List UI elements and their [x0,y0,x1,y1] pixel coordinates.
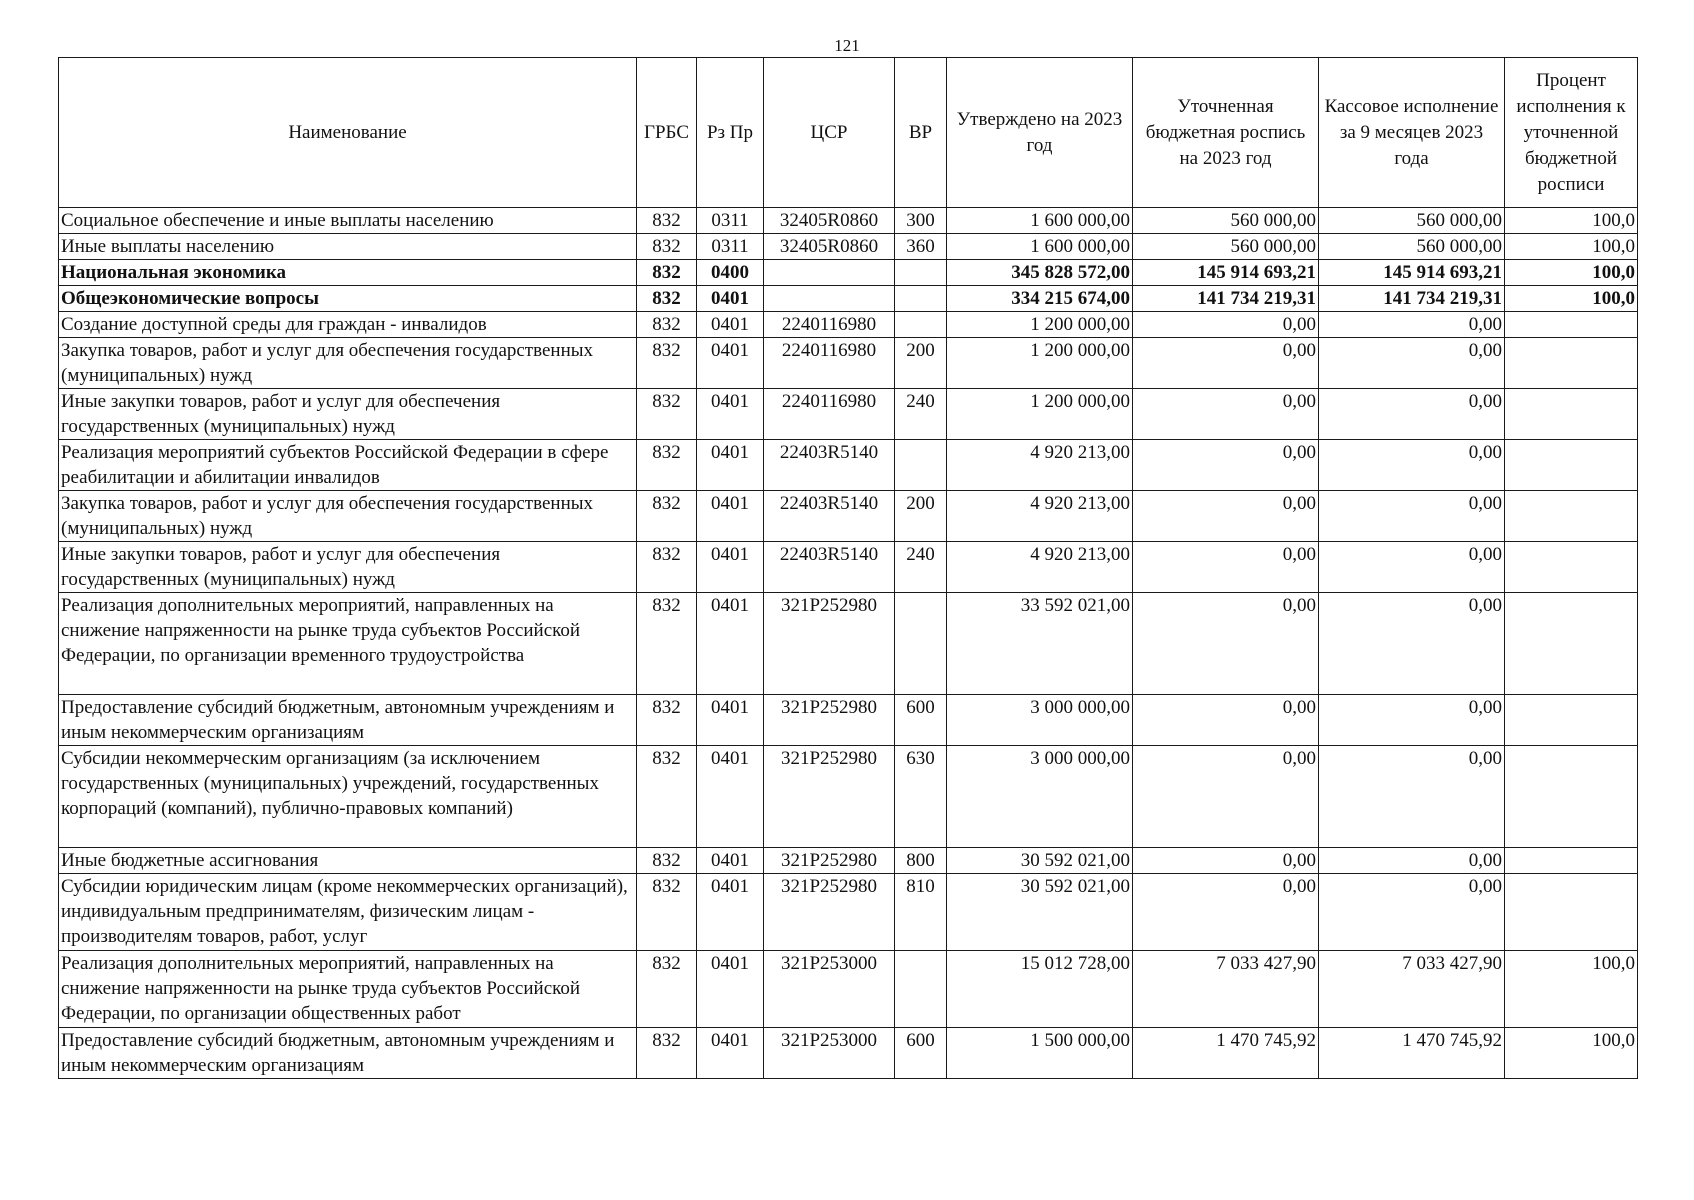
row-rzpr: 0401 [697,1028,764,1079]
row-refined: 0,00 [1133,874,1319,951]
table-row-section [59,286,1638,312]
row-percent [1505,338,1638,389]
row-cash: 0,00 [1319,312,1505,338]
row-approved: 3 000 000,00 [947,746,1133,848]
table-row [59,389,1638,440]
row-approved: 3 000 000,00 [947,695,1133,746]
header-rzpr: Рз Пр [697,58,764,208]
row-approved: 1 600 000,00 [947,234,1133,260]
row-csr: 321P252980 [764,746,895,848]
row-refined: 0,00 [1133,593,1319,695]
row-percent [1505,440,1638,491]
row-cash: 560 000,00 [1319,234,1505,260]
row-csr: 321P252980 [764,695,895,746]
row-percent [1505,593,1638,695]
row-grbs: 832 [637,874,697,951]
row-vr: 300 [895,208,947,234]
row-grbs: 832 [637,286,697,312]
row-vr: 600 [895,1028,947,1079]
table-row-section [59,260,1638,286]
page-number: 121 [834,36,860,55]
row-grbs: 832 [637,208,697,234]
row-approved: 1 600 000,00 [947,208,1133,234]
row-csr: 2240116980 [764,312,895,338]
row-cash: 145 914 693,21 [1319,260,1505,286]
row-grbs: 832 [637,389,697,440]
row-refined: 0,00 [1133,542,1319,593]
row-refined: 0,00 [1133,338,1319,389]
row-approved: 1 200 000,00 [947,312,1133,338]
row-csr: 2240116980 [764,389,895,440]
row-csr: 22403R5140 [764,542,895,593]
row-approved: 4 920 213,00 [947,542,1133,593]
row-name: Иные выплаты населению [59,234,637,260]
row-name: Субсидии некоммерческим организациям (за исключением государственных (муниципальных) учреждений, государственных корпораций (компаний), публично-правовых компаний) [59,746,637,848]
table-row [59,440,1638,491]
row-csr: 32405R0860 [764,234,895,260]
row-percent [1505,312,1638,338]
row-name: Национальная экономика [59,260,637,286]
row-approved: 4 920 213,00 [947,440,1133,491]
row-grbs: 832 [637,951,697,1028]
table-row [59,208,1638,234]
row-name: Закупка товаров, работ и услуг для обеспечения государственных (муниципальных) нужд [59,491,637,542]
table-row [59,874,1638,951]
row-csr: 321P252980 [764,874,895,951]
table-row [59,312,1638,338]
row-percent [1505,874,1638,951]
table-row [59,695,1638,746]
row-vr [895,440,947,491]
row-vr [895,312,947,338]
row-rzpr: 0311 [697,234,764,260]
row-approved: 15 012 728,00 [947,951,1133,1028]
row-cash: 7 033 427,90 [1319,951,1505,1028]
row-grbs: 832 [637,234,697,260]
row-cash: 1 470 745,92 [1319,1028,1505,1079]
row-rzpr: 0401 [697,874,764,951]
table-row [59,848,1638,874]
table-row [59,491,1638,542]
table-row [59,542,1638,593]
row-csr: 321P252980 [764,848,895,874]
row-cash: 0,00 [1319,491,1505,542]
row-name: Социальное обеспечение и иные выплаты населению [59,208,637,234]
row-csr: 22403R5140 [764,491,895,542]
row-vr: 630 [895,746,947,848]
row-name: Иные закупки товаров, работ и услуг для обеспечения государственных (муниципальных) нужд [59,542,637,593]
row-grbs: 832 [637,440,697,491]
table-row [59,338,1638,389]
row-cash: 0,00 [1319,874,1505,951]
row-grbs: 832 [637,338,697,389]
row-refined: 141 734 219,31 [1133,286,1319,312]
row-grbs: 832 [637,746,697,848]
row-approved: 334 215 674,00 [947,286,1133,312]
row-cash: 0,00 [1319,848,1505,874]
row-cash: 141 734 219,31 [1319,286,1505,312]
row-percent: 100,0 [1505,286,1638,312]
header-name: Наименование [59,58,637,208]
row-grbs: 832 [637,542,697,593]
row-approved: 30 592 021,00 [947,874,1133,951]
row-rzpr: 0401 [697,312,764,338]
row-name: Закупка товаров, работ и услуг для обеспечения государственных (муниципальных) нужд [59,338,637,389]
row-vr: 200 [895,491,947,542]
row-name: Создание доступной среды для граждан - инвалидов [59,312,637,338]
row-vr [895,260,947,286]
row-rzpr: 0401 [697,389,764,440]
header-row [59,58,1638,208]
table-row [59,951,1638,1028]
row-refined: 0,00 [1133,695,1319,746]
row-percent: 100,0 [1505,208,1638,234]
row-approved: 345 828 572,00 [947,260,1133,286]
row-grbs: 832 [637,312,697,338]
header-vr: ВР [895,58,947,208]
row-refined: 7 033 427,90 [1133,951,1319,1028]
row-rzpr: 0401 [697,593,764,695]
row-approved: 30 592 021,00 [947,848,1133,874]
row-percent: 100,0 [1505,1028,1638,1079]
row-grbs: 832 [637,491,697,542]
row-rzpr: 0401 [697,440,764,491]
row-refined: 0,00 [1133,312,1319,338]
row-cash: 0,00 [1319,746,1505,848]
row-cash: 0,00 [1319,440,1505,491]
table-row [59,234,1638,260]
header-approved: Утверждено на 2023 год [947,58,1133,208]
row-refined: 0,00 [1133,848,1319,874]
header-csr: ЦСР [764,58,895,208]
row-vr: 800 [895,848,947,874]
row-cash: 0,00 [1319,542,1505,593]
row-rzpr: 0401 [697,338,764,389]
row-rzpr: 0401 [697,491,764,542]
row-rzpr: 0401 [697,951,764,1028]
row-name: Предоставление субсидий бюджетным, автономным учреждениям и иным некоммерческим организациям [59,695,637,746]
header-refined: Уточненная бюджетная роспись на 2023 год [1133,58,1319,208]
budget-execution-table [58,57,1638,1079]
row-csr: 2240116980 [764,338,895,389]
row-approved: 1 200 000,00 [947,338,1133,389]
row-grbs: 832 [637,260,697,286]
row-grbs: 832 [637,848,697,874]
row-refined: 0,00 [1133,746,1319,848]
row-refined: 0,00 [1133,491,1319,542]
row-percent [1505,746,1638,848]
row-vr: 240 [895,542,947,593]
row-rzpr: 0401 [697,286,764,312]
row-vr [895,286,947,312]
row-vr: 360 [895,234,947,260]
row-refined: 0,00 [1133,389,1319,440]
row-csr: 22403R5140 [764,440,895,491]
row-vr [895,951,947,1028]
row-refined: 560 000,00 [1133,208,1319,234]
row-csr: 321P253000 [764,1028,895,1079]
row-grbs: 832 [637,1028,697,1079]
row-cash: 0,00 [1319,389,1505,440]
row-name: Реализация дополнительных мероприятий, направленных на снижение напряженности на рынке труда субъектов Российской Федерации, по организации временного трудоустройства [59,593,637,695]
row-approved: 4 920 213,00 [947,491,1133,542]
row-name: Иные бюджетные ассигнования [59,848,637,874]
row-name: Предоставление субсидий бюджетным, автономным учреждениям и иным некоммерческим организациям [59,1028,637,1079]
row-name: Субсидии юридическим лицам (кроме некоммерческих организаций), индивидуальным предпринимателям, физическим лицам - производителям товаров, работ, услуг [59,874,637,951]
header-grbs: ГРБС [637,58,697,208]
row-rzpr: 0401 [697,542,764,593]
row-csr [764,286,895,312]
row-name: Общеэкономические вопросы [59,286,637,312]
row-vr [895,593,947,695]
row-csr: 321P252980 [764,593,895,695]
row-vr: 600 [895,695,947,746]
row-percent [1505,542,1638,593]
row-rzpr: 0401 [697,746,764,848]
row-percent: 100,0 [1505,951,1638,1028]
row-percent [1505,848,1638,874]
row-rzpr: 0311 [697,208,764,234]
row-percent [1505,695,1638,746]
row-percent [1505,389,1638,440]
table-row [59,1028,1638,1079]
row-approved: 1 200 000,00 [947,389,1133,440]
row-cash: 0,00 [1319,593,1505,695]
table-row [59,593,1638,695]
row-refined: 560 000,00 [1133,234,1319,260]
row-approved: 33 592 021,00 [947,593,1133,695]
row-cash: 0,00 [1319,338,1505,389]
row-refined: 1 470 745,92 [1133,1028,1319,1079]
row-cash: 560 000,00 [1319,208,1505,234]
header-percent: Процент исполнения к уточненной бюджетной росписи [1505,58,1638,208]
row-percent [1505,491,1638,542]
row-csr [764,260,895,286]
row-percent: 100,0 [1505,260,1638,286]
row-rzpr: 0401 [697,848,764,874]
row-grbs: 832 [637,695,697,746]
row-approved: 1 500 000,00 [947,1028,1133,1079]
row-name: Иные закупки товаров, работ и услуг для обеспечения государственных (муниципальных) нужд [59,389,637,440]
row-vr: 810 [895,874,947,951]
row-cash: 0,00 [1319,695,1505,746]
header-cash: Кассовое исполнение за 9 месяцев 2023 года [1319,58,1505,208]
table-row [59,746,1638,848]
row-rzpr: 0401 [697,695,764,746]
row-csr: 32405R0860 [764,208,895,234]
row-name: Реализация дополнительных мероприятий, направленных на снижение напряженности на рынке труда субъектов Российской Федерации, по организации общественных работ [59,951,637,1028]
row-csr: 321P253000 [764,951,895,1028]
row-rzpr: 0400 [697,260,764,286]
row-name: Реализация мероприятий субъектов Российской Федерации в сфере реабилитации и абилитации инвалидов [59,440,637,491]
row-vr: 240 [895,389,947,440]
row-refined: 145 914 693,21 [1133,260,1319,286]
row-refined: 0,00 [1133,440,1319,491]
row-vr: 200 [895,338,947,389]
row-percent: 100,0 [1505,234,1638,260]
row-grbs: 832 [637,593,697,695]
